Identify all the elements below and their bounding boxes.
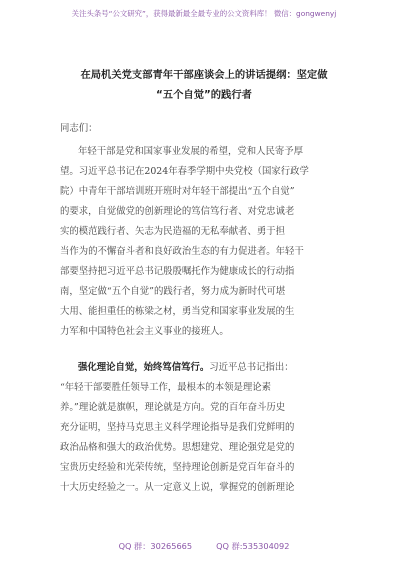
document-title-line-1: 在局机关党支部青年干部座谈会上的讲话提纲：坚定做 xyxy=(80,69,328,81)
footer-qq-group-1: QQ 群：30265665 xyxy=(118,541,193,551)
section-line: “年轻干部要胜任领导工作，最根本的本领是理论素 xyxy=(60,382,272,393)
promo-header: 关注头条号“公文研究”，获得最新最全最专业的公文资料库！ 微信：gongwenyj xyxy=(71,9,337,18)
body-line: 当作为的不懈奋斗者和良好政治生态的有力促进者。年轻干 xyxy=(60,246,304,257)
footer xyxy=(0,541,408,555)
body-line: 实的模范践行者、矢志为民造福的无私奉献者、勇于担 xyxy=(60,226,286,237)
document-title-line-2: “五个自觉”的践行者 xyxy=(156,89,252,101)
section-line: 养。”理论就是旗帜，理论就是方向。党的百年奋斗历史 xyxy=(60,402,286,413)
body-line: 的要求，自觉做党的创新理论的笃信笃行者、对党忠诚老 xyxy=(60,206,295,217)
salutation: 同志们： xyxy=(60,123,98,134)
section-line: 十大历史经验之一。从一定意义上说，掌握党的创新理论 xyxy=(60,482,295,493)
section-heading: 强化理论自觉，始终笃信笃行。 xyxy=(78,362,210,373)
body-line: 力军和中国特色社会主义事业的接班人。 xyxy=(60,326,229,337)
body-line: 部要坚持把习近平总书记殷殷嘱托作为健康成长的行动指 xyxy=(60,266,295,277)
body-line: 院）中青年干部培训班开班时对年轻干部提出“五个自觉” xyxy=(60,186,295,197)
body-line: 南，坚定做“五个自觉”的践行者，努力成为新时代可堪 xyxy=(60,286,286,297)
body-line: 望。习近平总书记在2024年春季学期中央党校（国家行政学 xyxy=(60,166,309,177)
section-heading-line xyxy=(78,358,378,377)
section-heading-rest: 习近平总书记指出： xyxy=(209,362,294,373)
section-line: 宝贵历史经验和光荣传统，坚持理论创新是党百年奋斗的 xyxy=(60,462,295,473)
footer-qq-group-2: QQ 群:535304092 xyxy=(216,541,290,551)
body-line: 年轻干部是党和国家事业发展的希望，党和人民寄予厚 xyxy=(78,146,304,157)
section-line: 充分证明，坚持马克思主义科学理论指导是我们党鲜明的 xyxy=(60,422,295,433)
body-line: 大用、能担重任的栋梁之材，勇当党和国家事业发展的生 xyxy=(60,306,295,317)
section-line: 政治品格和强大的政治优势。思想建党、理论强党是党的 xyxy=(60,442,295,453)
